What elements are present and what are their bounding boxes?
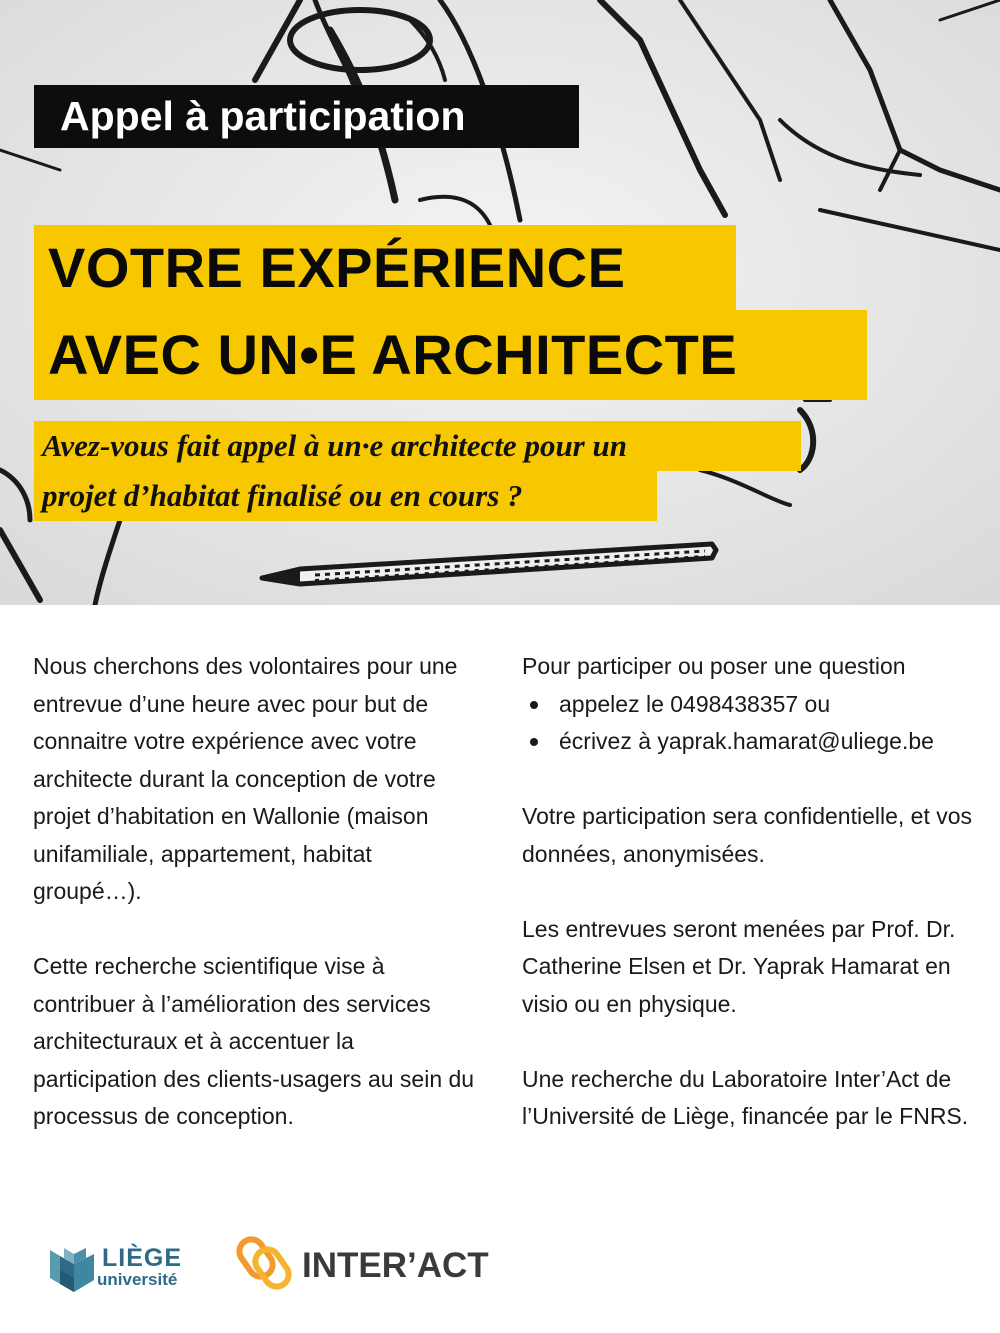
right-column — [522, 648, 982, 1173]
contact-email-text: écrivez à yaprak.hamarat@uliege.be — [559, 728, 934, 754]
contact-item-phone — [522, 686, 982, 724]
contact-item-email — [522, 723, 982, 761]
contact-list — [522, 686, 982, 761]
headline-line-2: AVEC UN•E ARCHITECTE — [34, 310, 867, 400]
subtitle-line-2: projet d’habitat finalisé ou en cours ? — [34, 471, 657, 521]
interact-wordmark: INTER’ACT — [302, 1246, 489, 1285]
bullet-dot-icon — [530, 701, 538, 709]
bullet-dot-icon — [530, 738, 538, 746]
hero-banner — [0, 0, 1000, 605]
interviewers-paragraph: Les entrevues seront menées par Prof. Dr. Catherine Elsen et Dr. Yaprak Hamarat en visio ou en physique. — [522, 915, 956, 1017]
subtitle-line-1: Avez-vous fait appel à un·e architecte pour un — [34, 421, 801, 471]
funding-paragraph: Une recherche du Laboratoire Inter’Act de l’Université de Liège, financée par le FNRS. — [522, 1065, 969, 1129]
confidentiality-paragraph: Votre participation sera confidentielle, et vos données, anonymisées. — [522, 803, 973, 867]
contact-phone-text: appelez le 0498438357 ou — [559, 690, 831, 717]
liege-university-logo — [50, 1244, 200, 1300]
left-column — [33, 648, 483, 1173]
liege-wordmark: LIÈGE — [102, 1244, 183, 1272]
liege-mark-icon — [50, 1244, 96, 1298]
interact-lab-logo — [236, 1232, 516, 1296]
interact-mark-icon — [236, 1232, 298, 1296]
contact-intro: Pour participer ou poser une question — [522, 653, 906, 679]
liege-subtitle: université — [97, 1270, 178, 1289]
call-for-participation-label: Appel à participation — [34, 85, 579, 148]
headline-line-1: VOTRE EXPÉRIENCE — [34, 225, 736, 310]
volunteers-paragraph: Nous cherchons des volontaires pour une entrevue d’une heure avec pour but de connaitre votre expérience avec votre architecte durant la conception de votre projet d’habitation en Wallonie (maison unifamiliale, appartement, habitat groupé…). — [33, 653, 458, 904]
research-goal-paragraph: Cette recherche scientifique vise à contribuer à l’amélioration des services architecturaux et à accentuer la participation des clients-usagers au sein du processus de conception. — [33, 953, 475, 1129]
